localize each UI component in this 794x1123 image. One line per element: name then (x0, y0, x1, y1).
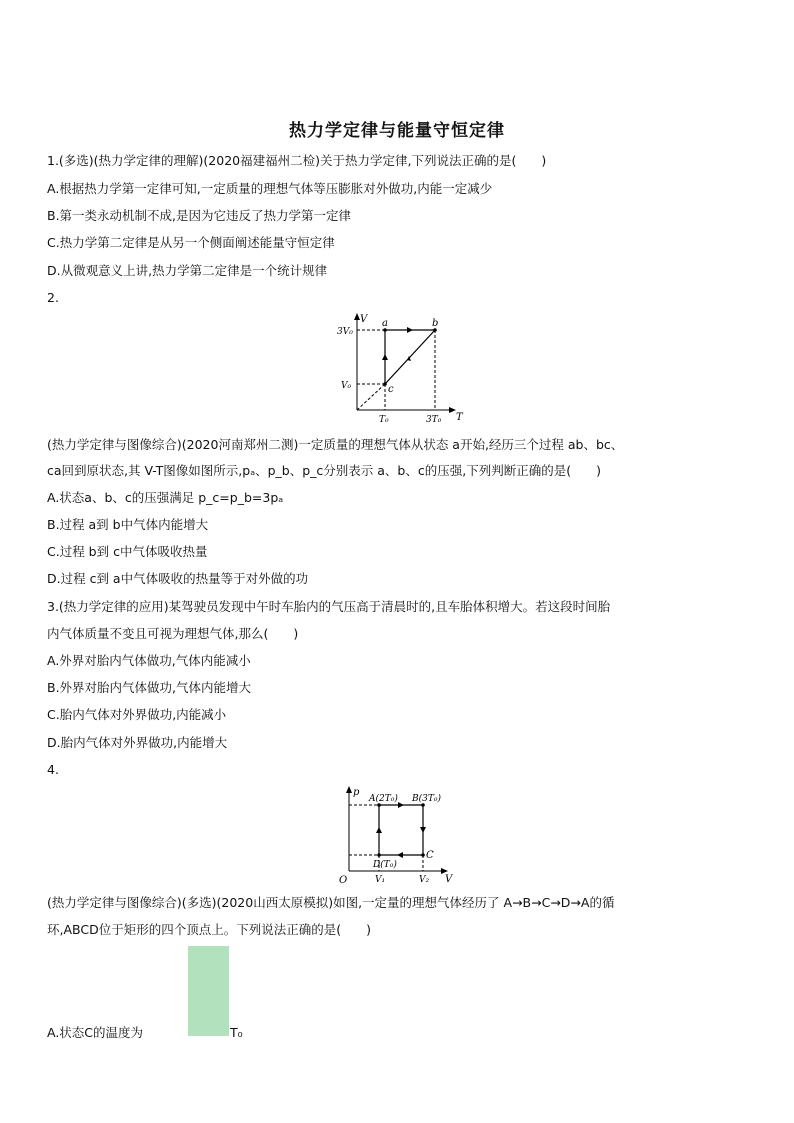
arrow-ab (398, 802, 404, 808)
p-axis-label: p (353, 787, 360, 798)
q2-number: 2. (47, 290, 59, 305)
tick-v0: V₀ (341, 381, 352, 391)
pv-graph (335, 783, 460, 887)
tick-t0: T₀ (379, 415, 389, 425)
label-C: C (426, 850, 434, 861)
q3-option-d: D.胎内气体对外界做功,内能增大 (47, 735, 228, 750)
q3-stem-line1: 3.(热力学定律的应用)某驾驶员发现中午时车胎内的气压高于清晨时的,且车胎体积增大。若这段时间胎 (47, 599, 611, 614)
tick-3t0: 3T₀ (426, 415, 442, 425)
q1-option-d: D.从微观意义上讲,热力学第二定律是一个统计规律 (47, 263, 328, 278)
q3-stem-line2: 内气体质量不变且可视为理想气体,那么( ) (47, 626, 299, 641)
q2-stem-line1: (热力学定律与图像综合)(2020河南郑州二测)一定质量的理想气体从状态 a开始,经历三个过程 ab、bc、 (47, 437, 624, 452)
arrow-ab (407, 327, 413, 333)
arrow-ca (382, 354, 388, 360)
q4-option-a-prefix: A.状态C的温度为 (47, 1025, 144, 1040)
p-axis-arrow (346, 786, 352, 793)
q2-option-b: B.过程 a到 b中气体内能增大 (47, 517, 209, 532)
q3-option-a: A.外界对胎内气体做功,气体内能减小 (47, 653, 251, 668)
t-axis-arrow (449, 407, 456, 413)
v-axis-label: V (360, 314, 368, 325)
q1-option-c: C.热力学第二定律是从另一个侧面阐述能量守恒定律 (47, 235, 335, 250)
answer-image-placeholder (188, 946, 229, 1036)
q2-option-c: C.过程 b到 c中气体吸收热量 (47, 544, 208, 559)
q1-option-b: B.第一类永动机制不成,是因为它违反了热力学第一定律 (47, 208, 352, 223)
point-c (383, 382, 387, 386)
arrow-bc (420, 827, 426, 833)
q4-stem-line2: 环,ABCD位于矩形的四个顶点上。下列说法正确的是( ) (47, 922, 371, 937)
label-b: b (432, 318, 439, 329)
label-a: a (382, 318, 388, 329)
q4-option-a-suffix: T₀ (230, 1025, 243, 1040)
point-D (377, 853, 381, 857)
v-axis-label: V (445, 874, 453, 885)
q4-number: 4. (47, 762, 59, 777)
q3-option-c: C.胎内气体对外界做功,内能减小 (47, 707, 227, 722)
label-B: B(3T₀) (412, 794, 441, 804)
arrow-da (376, 827, 382, 833)
origin-extension (357, 384, 385, 410)
origin-label: O (339, 875, 348, 886)
arrow-cd (397, 852, 403, 858)
q2-option-a: A.状态a、b、c的压强满足 p_c=p_b=3pₐ (47, 490, 284, 505)
label-c: c (388, 384, 394, 395)
q1-option-a: A.根据热力学第一定律可知,一定质量的理想气体等压膨胀对外做功,内能一定减少 (47, 181, 493, 196)
q2-option-d: D.过程 c到 a中气体吸收的热量等于对外做的功 (47, 571, 309, 586)
tick-v1: V₁ (375, 875, 386, 885)
label-A: A(2T₀) (369, 794, 398, 804)
q1-stem: 1.(多选)(热力学定律的理解)(2020福建福州二检)关于热力学定律,下列说法正确的是( ) (47, 153, 547, 168)
q3-option-b: B.外界对胎内气体做功,气体内能增大 (47, 680, 252, 695)
q2-stem-line2: ca回到原状态,其 V-T图像如图所示,pₐ、p_b、p_c分别表示 a、b、c的压强,下列判断正确的是( ) (47, 463, 601, 478)
t-axis-label: T (456, 412, 463, 423)
tick-v2: V₂ (419, 875, 430, 885)
vt-graph (335, 310, 465, 430)
point-C (421, 853, 425, 857)
label-D: D(T₀) (373, 860, 397, 870)
tick-3v0: 3V₀ (337, 327, 353, 337)
q4-stem-line1: (热力学定律与图像综合)(多选)(2020山西太原模拟)如图,一定量的理想气体经历了 A→B→C→D→A的循 (47, 895, 615, 910)
process-bc (385, 330, 435, 384)
page-title: 热力学定律与能量守恒定律 (289, 121, 505, 141)
